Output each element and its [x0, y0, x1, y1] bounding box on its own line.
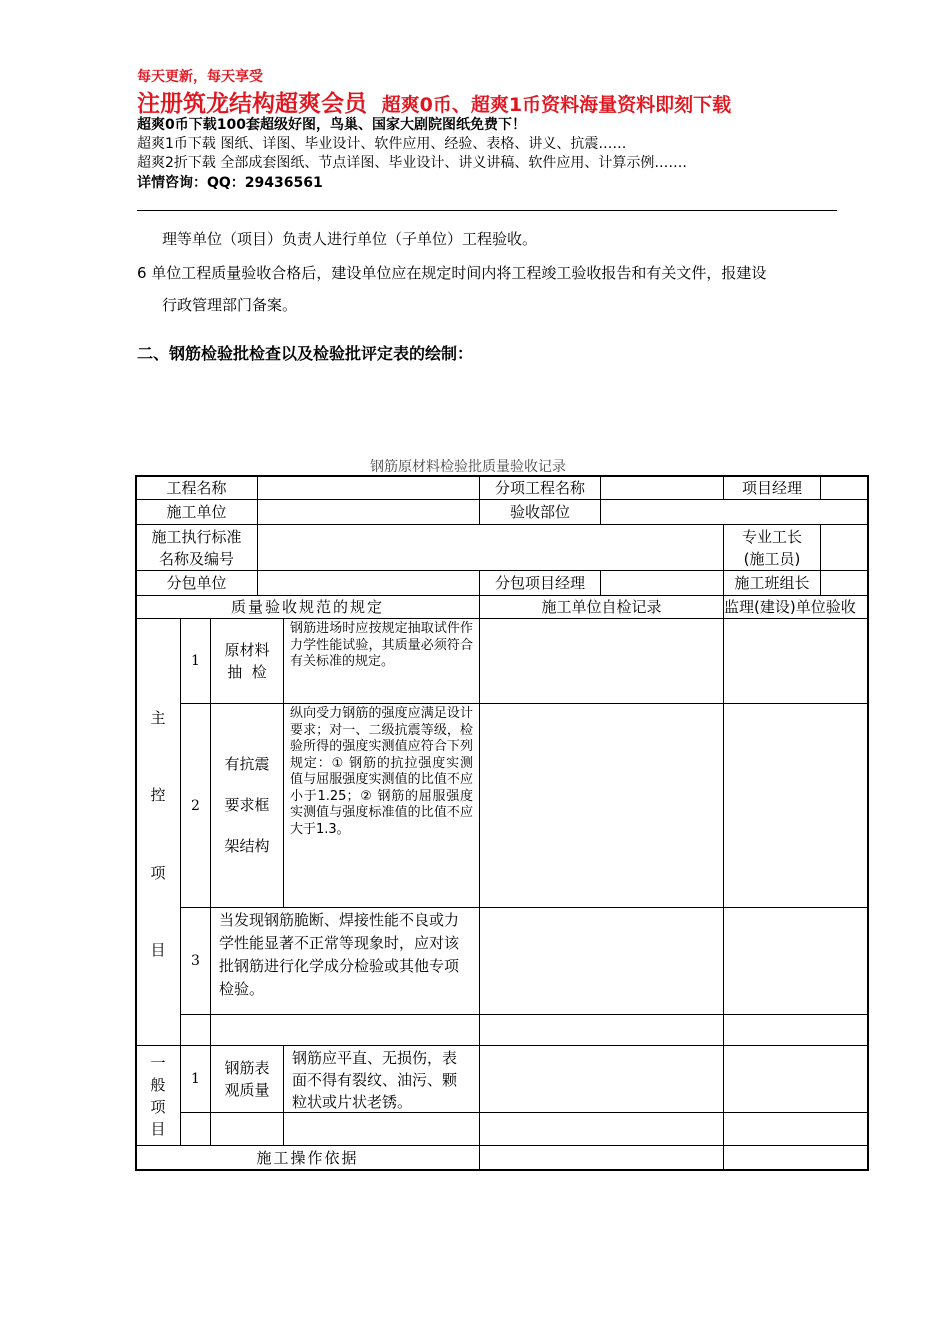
- header-divider: [137, 210, 837, 211]
- value-basis-self-check[interactable]: [479, 1145, 724, 1171]
- group-general-char-3: 项: [150, 1097, 166, 1116]
- general-item-1-text: 钢筋应平直、无损伤，表面不得有裂纹、油污、颗粒状或片状老锈。: [283, 1045, 480, 1113]
- main-item-2-self-check[interactable]: [479, 703, 724, 908]
- paragraph-2-line-1: 6 单位工程质量验收合格后，建设单位应在规定时间内将工程竣工验收报告和有关文件，报建设: [137, 264, 767, 282]
- label-acceptance-part: 验收部位: [479, 499, 601, 525]
- value-sub-pm[interactable]: [600, 570, 724, 596]
- label-subcontractor: 分包单位: [135, 570, 258, 596]
- group-general-char-1: 一: [150, 1053, 166, 1072]
- main-item-1-name-line-2: 抽 检: [227, 663, 267, 681]
- header-supervision: 监理(建设)单位验收: [723, 595, 869, 619]
- group-general-char-4: 目: [150, 1119, 166, 1138]
- group-main-char-2: 控: [150, 786, 166, 805]
- main-item-1-name: [210, 618, 284, 704]
- label-foreman: [723, 524, 821, 571]
- header-self-check: 施工单位自检记录: [479, 595, 724, 619]
- label-project-manager: 项目经理: [723, 475, 821, 500]
- value-standard[interactable]: [257, 524, 724, 571]
- value-basis-supervision[interactable]: [723, 1145, 869, 1171]
- label-sub-pm: 分包项目经理: [479, 570, 601, 596]
- label-team-leader: 施工班组长: [723, 570, 821, 596]
- value-foreman[interactable]: [820, 524, 869, 571]
- main-item-3-supervision[interactable]: [723, 907, 869, 1015]
- ad-member-title[interactable]: 注册筑龙结构超爽会员: [137, 91, 367, 117]
- table-caption: 钢筋原材料检验批质量验收记录: [370, 459, 566, 475]
- ad-line-1: 每天更新，每天享受: [137, 69, 263, 85]
- general-empty-text[interactable]: [283, 1112, 480, 1146]
- label-standard: [135, 524, 258, 571]
- value-team-leader[interactable]: [820, 570, 869, 596]
- general-item-1-name: [210, 1045, 284, 1113]
- general-item-1-supervision[interactable]: [723, 1045, 869, 1113]
- general-empty-no[interactable]: [180, 1112, 211, 1146]
- paragraph-2-line-2: 行政管理部门备案。: [162, 296, 298, 314]
- group-main-char-4: 目: [150, 940, 166, 959]
- value-subcontractor[interactable]: [257, 570, 480, 596]
- ad-line-3: 超爽0币下载100套超级好图，鸟巢、国家大剧院图纸免费下！: [137, 117, 526, 133]
- section-heading: 二、钢筋检验批检查以及检验批评定表的绘制：: [137, 344, 474, 363]
- ad-contact: 详情咨询：QQ：29436561: [137, 175, 323, 191]
- main-item-1-self-check[interactable]: [479, 618, 724, 704]
- main-item-3-text: 当发现钢筋脆断、焊接性能不良或力学性能显著不正常等现象时，应对该批钢筋进行化学成分检验或其他专项检验。: [210, 907, 480, 1015]
- ad-line-4: 超爽1币下载 图纸、详图、毕业设计、软件应用、经验、表格、讲义、抗震……: [137, 136, 627, 152]
- main-empty-text[interactable]: [210, 1014, 480, 1046]
- general-item-1-name-line-1: 钢筋表: [224, 1059, 270, 1077]
- group-main-control: [135, 618, 181, 1046]
- label-construction-unit: 施工单位: [135, 499, 258, 525]
- general-empty-name[interactable]: [210, 1112, 284, 1146]
- value-construction-unit[interactable]: [257, 499, 480, 525]
- label-foreman-line-2: (施工员): [743, 549, 801, 568]
- main-item-2-name-line-3: 架结构: [224, 837, 270, 855]
- ad-line-5: 超爽2折下载 全部成套图纸、节点详图、毕业设计、讲义讲稿、软件应用、计算示例…….: [137, 155, 687, 171]
- group-general: [135, 1045, 181, 1146]
- group-main-char-3: 项: [150, 863, 166, 882]
- main-item-2-supervision[interactable]: [723, 703, 869, 908]
- main-empty-supervision[interactable]: [723, 1014, 869, 1046]
- group-general-char-2: 般: [150, 1075, 166, 1094]
- label-standard-line-1: 施工执行标准: [151, 527, 242, 546]
- label-standard-line-2: 名称及编号: [158, 549, 234, 568]
- general-item-1-no: 1: [180, 1045, 211, 1113]
- main-item-3-no: 3: [180, 907, 211, 1015]
- main-item-1-text: 钢筋进场时应按规定抽取试件作力学性能试验，其质量必须符合有关标准的规定。: [283, 618, 480, 704]
- label-sub-project-name: 分项工程名称: [479, 475, 601, 500]
- value-sub-project-name[interactable]: [600, 475, 724, 500]
- main-item-2-name: [210, 703, 284, 908]
- main-item-2-name-line-1: 有抗震: [224, 755, 270, 773]
- group-main-char-1: 主: [150, 709, 166, 727]
- ad-download-text: 超爽0币、超爽1币资料海量资料即刻下载: [381, 94, 732, 116]
- main-empty-no[interactable]: [180, 1014, 211, 1046]
- label-project-name: 工程名称: [135, 475, 258, 500]
- main-item-2-text: 纵向受力钢筋的强度应满足设计要求；对一、二级抗震等级，检验所得的强度实测值应符合下列规定：① 钢筋的抗拉强度实测值与屈服强度实测值的比值不应小于1.25；② 钢筋的屈服强度实测值与强度标准值的比值不应大于1.3。: [283, 703, 480, 908]
- main-item-3-self-check[interactable]: [479, 907, 724, 1015]
- header-spec: 质量验收规范的规定: [135, 595, 480, 619]
- main-item-2-no: 2: [180, 703, 211, 908]
- main-item-1-name-line-1: 原材料: [224, 641, 270, 659]
- general-item-1-self-check[interactable]: [479, 1045, 724, 1113]
- main-item-2-name-line-2: 要求框: [224, 796, 270, 814]
- label-basis: 施工操作依据: [135, 1145, 480, 1171]
- general-empty-supervision[interactable]: [723, 1112, 869, 1146]
- main-item-1-no: 1: [180, 618, 211, 704]
- paragraph-1: 理等单位（项目）负责人进行单位（子单位）工程验收。: [162, 230, 538, 248]
- label-foreman-line-1: 专业工长: [741, 527, 802, 546]
- main-empty-self-check[interactable]: [479, 1014, 724, 1046]
- main-item-1-supervision[interactable]: [723, 618, 869, 704]
- value-project-manager[interactable]: [820, 475, 869, 500]
- value-acceptance-part[interactable]: [600, 499, 869, 525]
- general-empty-self-check[interactable]: [479, 1112, 724, 1146]
- value-project-name[interactable]: [257, 475, 480, 500]
- general-item-1-name-line-2: 观质量: [224, 1081, 270, 1099]
